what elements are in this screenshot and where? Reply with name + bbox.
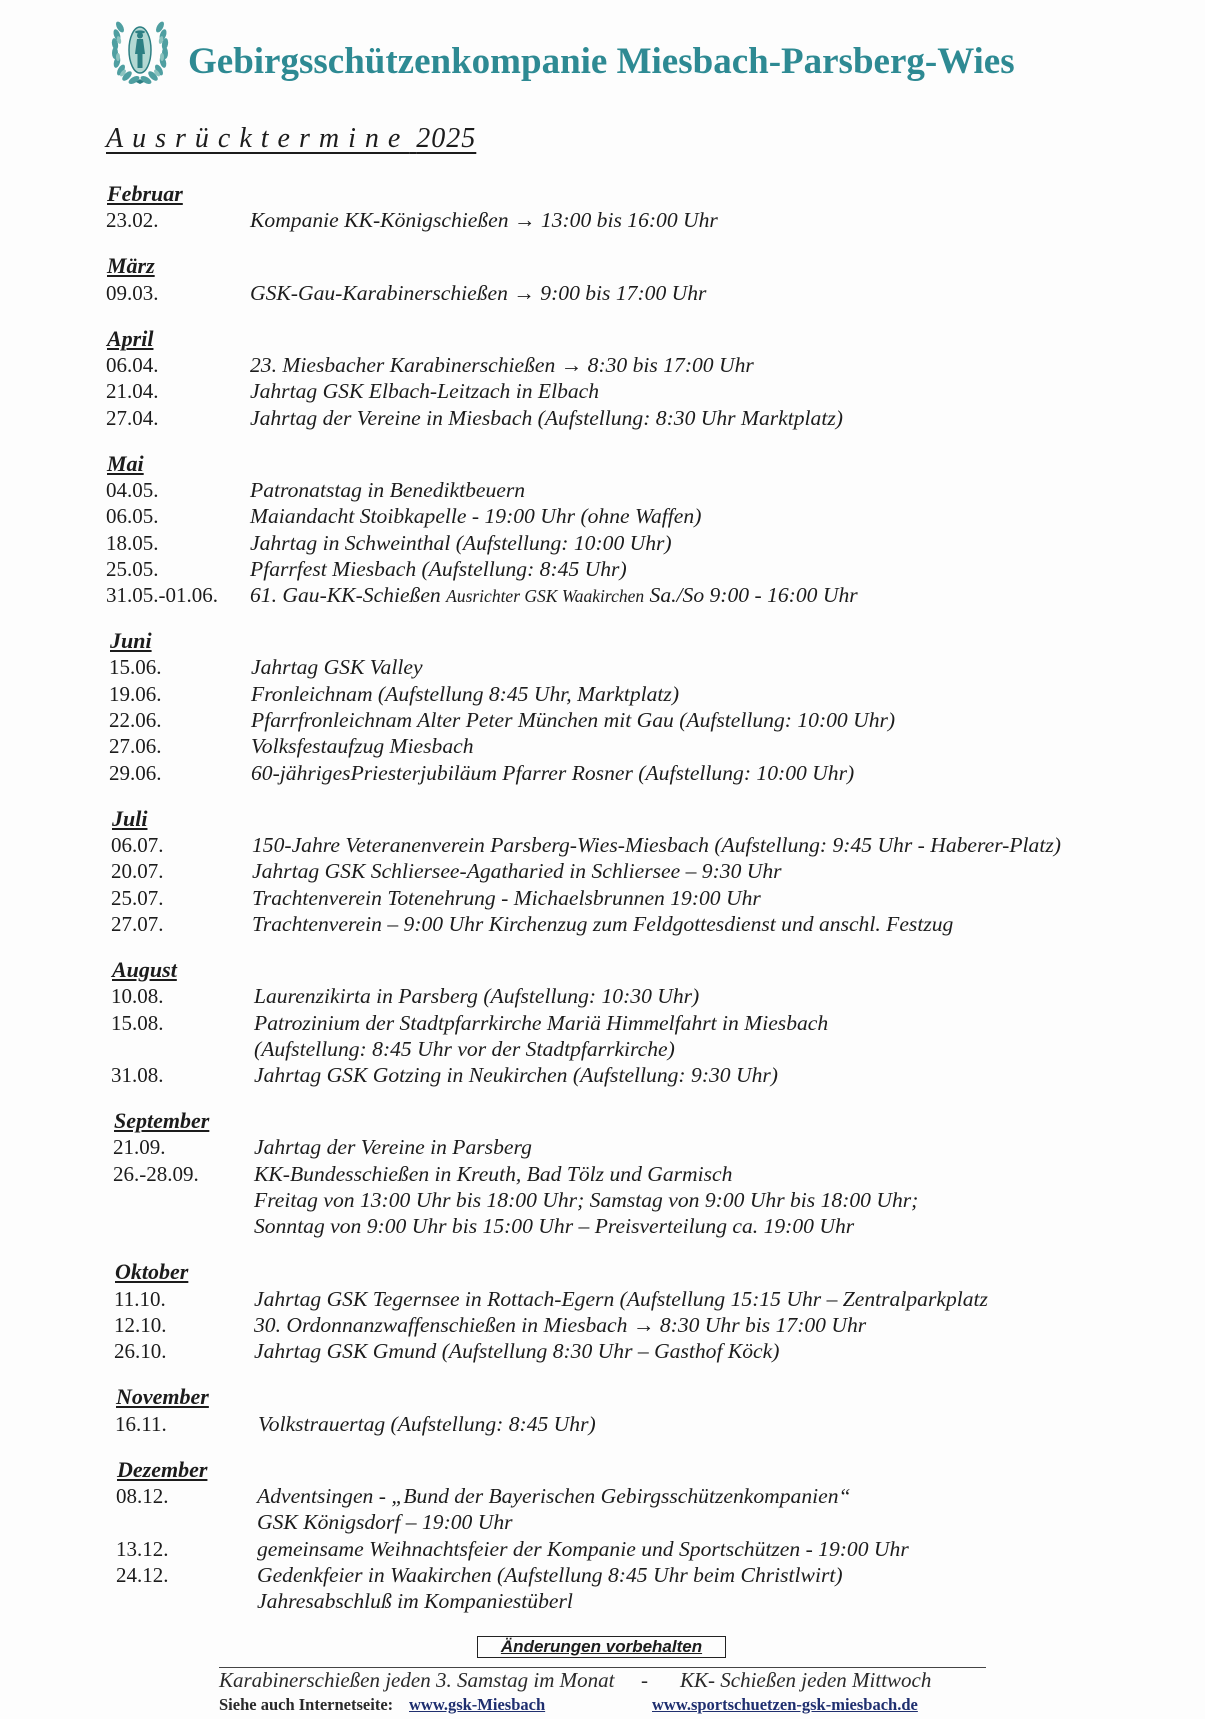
event-row	[0, 858, 1205, 884]
month-august	[0, 957, 1205, 1088]
event-date: 31.08.	[111, 1063, 164, 1088]
event-description: Jahrtag GSK Tegernsee in Rottach-Egern (Aufstellung 15:15 Uhr – Zentralparkplatz	[254, 1286, 988, 1311]
event-date: 25.07.	[111, 885, 164, 910]
event-row	[0, 760, 1205, 786]
event-continuation-row	[0, 1588, 1205, 1614]
event-date: 25.05.	[106, 556, 159, 581]
event-date: 04.05.	[106, 477, 159, 502]
event-row	[0, 1411, 1205, 1437]
month-heading-row	[0, 957, 1205, 983]
event-date: 11.10.	[114, 1286, 166, 1311]
event-row	[0, 1536, 1205, 1562]
event-row	[0, 405, 1205, 431]
event-date: 13.12.	[116, 1536, 169, 1561]
event-description: gemeinsame Weihnachtsfeier der Kompanie und Sportschützen - 19:00 Uhr	[257, 1536, 909, 1561]
month-juni	[0, 628, 1205, 786]
event-description: KK-Bundesschießen in Kreuth, Bad Tölz und Garmisch	[254, 1161, 733, 1186]
event-date: 15.08.	[111, 1010, 164, 1035]
company-title: Gebirgsschützenkompanie Miesbach-Parsberg-Wies	[188, 41, 1015, 82]
month-heading-row	[0, 326, 1205, 352]
event-date: 27.06.	[109, 734, 162, 759]
event-date: 19.06.	[109, 681, 162, 706]
month-heading-row	[0, 1259, 1205, 1285]
schedule-list	[0, 181, 1205, 1634]
event-date: 09.03.	[106, 280, 159, 305]
month-heading-row	[0, 181, 1205, 207]
event-row	[0, 707, 1205, 733]
event-description: Trachtenverein Totenehrung - Michaelsbrunnen 19:00 Uhr	[252, 885, 761, 910]
event-description: Jahrtag in Schweinthal (Aufstellung: 10:00 Uhr)	[250, 530, 672, 555]
event-row	[0, 503, 1205, 529]
event-date: 24.12.	[116, 1562, 169, 1587]
month-heading-row	[0, 806, 1205, 832]
event-date: 16.11.	[115, 1411, 167, 1436]
event-continuation-row	[0, 1187, 1205, 1213]
event-description: 60-jährigesPriesterjubiläum Pfarrer Rosner (Aufstellung: 10:00 Uhr)	[251, 760, 855, 785]
event-date: 31.05.-01.06.	[106, 583, 218, 608]
event-row	[0, 832, 1205, 858]
month-november	[0, 1384, 1205, 1437]
event-date: 20.07.	[111, 859, 164, 884]
event-description: GSK Königsdorf – 19:00 Uhr	[257, 1510, 513, 1535]
event-row	[0, 733, 1205, 759]
page-title-year: 2025	[416, 123, 477, 154]
event-description: Pfarrfronleichnam Alter Peter München mit Gau (Aufstellung: 10:00 Uhr)	[251, 708, 896, 733]
event-continuation-row	[0, 1213, 1205, 1239]
event-row	[0, 1338, 1205, 1364]
event-row	[0, 911, 1205, 937]
event-date: 12.10.	[114, 1312, 167, 1337]
month-heading-row	[0, 253, 1205, 279]
event-row	[0, 1161, 1205, 1187]
footer-karabiner-note: Karabinerschießen jeden 3. Samstag im Monat	[219, 1668, 615, 1692]
event-row	[0, 582, 1205, 608]
event-description: Adventsingen - „Bund der Bayerischen Gebirgsschützenkompanien“	[257, 1483, 851, 1508]
event-description: Gedenkfeier in Waakirchen (Aufstellung 8:45 Uhr beim Christlwirt)	[257, 1562, 843, 1587]
event-description: Jahrtag GSK Gotzing in Neukirchen (Aufstellung: 9:30 Uhr)	[254, 1063, 778, 1088]
month-april	[0, 326, 1205, 431]
month-februar	[0, 181, 1205, 234]
event-row	[0, 1062, 1205, 1088]
event-row	[0, 1134, 1205, 1160]
event-date: 06.07.	[111, 832, 164, 857]
event-row	[0, 1010, 1205, 1036]
month-heading-row	[0, 451, 1205, 477]
event-description: Trachtenverein – 9:00 Uhr Kirchenzug zum Feldgottesdienst und anschl. Festzug	[252, 911, 954, 936]
event-organizer: Ausrichter GSK Waakirchen	[446, 586, 645, 607]
month-heading-row	[0, 1108, 1205, 1134]
event-row	[0, 378, 1205, 404]
page-title-text: Ausrücktermine	[106, 123, 410, 154]
event-continuation-row	[0, 1036, 1205, 1062]
event-description: Jahrtag GSK Elbach-Leitzach in Elbach	[250, 379, 600, 404]
event-description: Jahrtag der Vereine in Parsberg	[254, 1135, 532, 1160]
event-row	[0, 477, 1205, 503]
event-row	[0, 207, 1205, 233]
event-description: Patronatstag in Benediktbeuern	[250, 477, 526, 502]
footer-kk-note: KK- Schießen jeden Mittwoch	[680, 1668, 932, 1692]
footer-website-label: Siehe auch Internetseite:	[219, 1695, 394, 1714]
event-description: 150-Jahre Veteranenverein Parsberg-Wies-Miesbach (Aufstellung: 9:45 Uhr - Haberer-Platz)	[252, 832, 1061, 857]
month-heading: Februar	[107, 181, 183, 206]
event-description: 30. Ordonnanzwaffenschießen in Miesbach → 8:30 Uhr bis 17:00 Uhr	[254, 1312, 867, 1337]
month-heading: April	[107, 325, 154, 351]
event-date: 21.04.	[106, 379, 159, 404]
event-continuation-row	[0, 1509, 1205, 1535]
month-juli	[0, 806, 1205, 937]
event-date: 26.-28.09.	[113, 1161, 199, 1186]
event-date: 06.05.	[106, 504, 159, 529]
event-date: 06.04.	[106, 352, 159, 377]
event-row	[0, 681, 1205, 707]
event-date: 27.04.	[106, 405, 159, 430]
month-september	[0, 1108, 1205, 1239]
month-heading: September	[114, 1108, 210, 1134]
event-description: Patrozinium der Stadtpfarrkirche Mariä Himmelfahrt in Miesbach	[254, 1010, 829, 1035]
event-date: 21.09.	[113, 1135, 166, 1160]
month-heading: Juli	[112, 805, 148, 831]
changes-notice-box: Änderungen vorbehalten	[477, 1636, 726, 1658]
page-title	[106, 121, 476, 157]
month-oktober	[0, 1259, 1205, 1364]
event-date: 26.10.	[114, 1339, 167, 1364]
event-row	[0, 1312, 1205, 1338]
event-row	[0, 280, 1205, 306]
event-description: Jahrtag der Vereine in Miesbach (Aufstellung: 8:30 Uhr Marktplatz)	[250, 405, 843, 430]
month-heading: Oktober	[115, 1259, 189, 1285]
event-description: Jahrtag GSK Gmund (Aufstellung 8:30 Uhr – Gasthof Köck)	[254, 1339, 780, 1364]
month-heading: August	[112, 956, 177, 982]
event-row	[0, 654, 1205, 680]
event-description: Volksfestaufzug Miesbach	[251, 734, 474, 759]
month-maerz	[0, 253, 1205, 306]
event-description	[250, 582, 858, 609]
event-description: Jahrtag GSK Schliersee-Agatharied in Schliersee – 9:30 Uhr	[252, 859, 782, 884]
event-description: Sonntag von 9:00 Uhr bis 15:00 Uhr – Preisverteilung ca. 19:00 Uhr	[254, 1214, 855, 1239]
event-row	[0, 1483, 1205, 1509]
month-heading-row	[0, 1457, 1205, 1483]
event-row	[0, 983, 1205, 1009]
event-row	[0, 1562, 1205, 1588]
event-date: 22.06.	[109, 708, 162, 733]
event-date: 27.07.	[111, 911, 164, 936]
month-heading: Dezember	[117, 1456, 208, 1482]
month-heading: März	[107, 253, 155, 279]
event-description: Pfarrfest Miesbach (Aufstellung: 8:45 Uhr)	[250, 556, 627, 581]
event-description: Laurenzikirta in Parsberg (Aufstellung: 10:30 Uhr)	[254, 984, 700, 1009]
event-title: 61. Gau-KK-Schießen	[250, 583, 441, 608]
event-description: Fronleichnam (Aufstellung 8:45 Uhr, Marktplatz)	[251, 681, 680, 706]
event-row	[0, 885, 1205, 911]
event-time: Sa./So 9:00 - 16:00 Uhr	[649, 583, 858, 608]
event-date: 18.05.	[106, 530, 159, 555]
event-date: 23.02.	[106, 208, 159, 233]
event-description: Jahrtag GSK Valley	[251, 655, 423, 680]
website-link-gsk[interactable]: www.gsk-Miesbach	[409, 1695, 546, 1714]
event-description: Maiandacht Stoibkapelle - 19:00 Uhr (ohne Waffen)	[250, 504, 702, 529]
month-heading: November	[116, 1384, 209, 1410]
event-description: Volkstrauertag (Aufstellung: 8:45 Uhr)	[258, 1411, 596, 1436]
event-date: 08.12.	[116, 1483, 169, 1508]
month-dezember	[0, 1457, 1205, 1615]
event-date: 15.06.	[109, 655, 162, 680]
event-row	[0, 352, 1205, 378]
month-heading-row	[0, 1384, 1205, 1410]
event-row	[0, 530, 1205, 556]
website-link-sportschuetzen[interactable]: www.sportschuetzen-gsk-miesbach.de	[652, 1695, 918, 1714]
event-row	[0, 1286, 1205, 1312]
month-heading-row	[0, 628, 1205, 654]
event-row	[0, 556, 1205, 582]
event-description: Jahresabschluß im Kompaniestüberl	[257, 1589, 573, 1614]
month-heading: Juni	[110, 628, 152, 654]
event-description: (Aufstellung: 8:45 Uhr vor der Stadtpfarrkirche)	[254, 1036, 675, 1061]
event-description: GSK-Gau-Karabinerschießen → 9:00 bis 17:00 Uhr	[250, 280, 707, 305]
event-description: Freitag von 13:00 Uhr bis 18:00 Uhr; Samstag von 9:00 Uhr bis 18:00 Uhr;	[254, 1188, 919, 1213]
event-date: 10.08.	[111, 984, 164, 1009]
event-description: Kompanie KK-Königschießen → 13:00 bis 16:00 Uhr	[250, 208, 718, 233]
event-description: 23. Miesbacher Karabinerschießen → 8:30 bis 17:00 Uhr	[250, 352, 754, 377]
footer-separator: -	[641, 1668, 648, 1692]
event-date: 29.06.	[109, 760, 162, 785]
month-heading: Mai	[107, 450, 144, 476]
wreath-emblem-icon	[104, 16, 176, 86]
month-mai	[0, 451, 1205, 609]
